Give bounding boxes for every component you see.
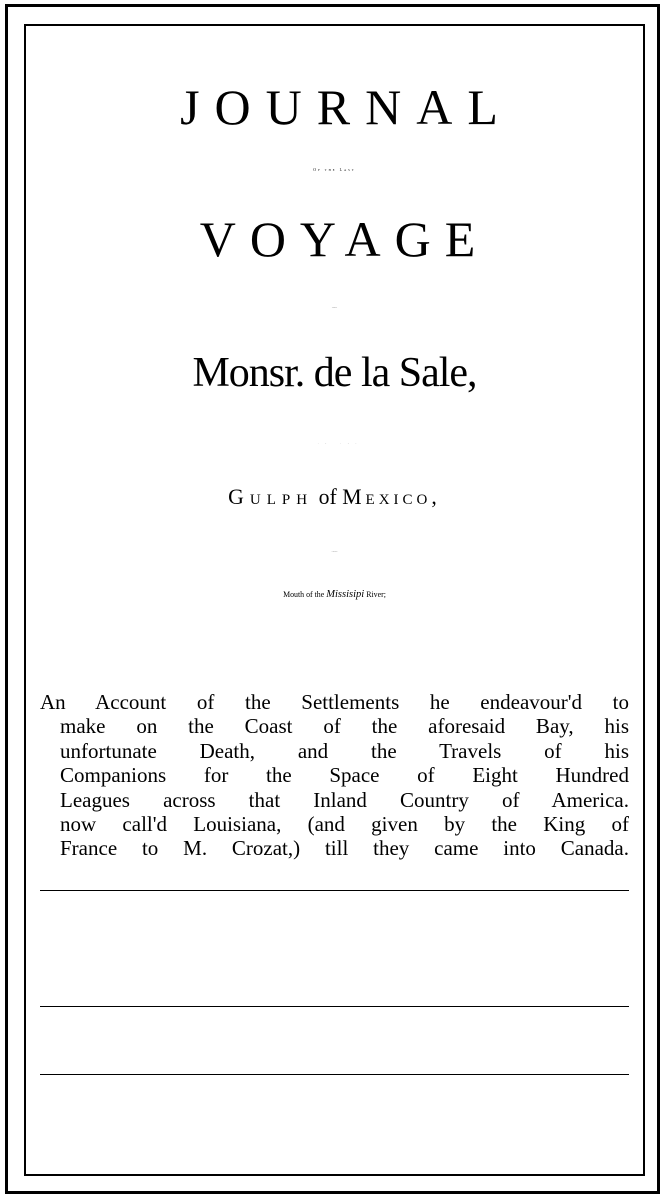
gulph-word: Gulph [228, 485, 314, 509]
title-gulph [0, 486, 669, 509]
title-to-find: To find out the [331, 552, 338, 553]
account-row: France to M. Crozat,) till they came into Canada. [60, 836, 629, 861]
rule-1 [40, 890, 629, 891]
title-performd-by: Perform'd by [331, 308, 338, 309]
account-row: make on the Coast of the aforesaid Bay, his [60, 714, 629, 739]
missisipi-word: Missisipi [326, 589, 365, 600]
title-monsr: Monsr. de la Sale, [192, 350, 477, 396]
mexico-word: Mexico, [342, 485, 441, 509]
title-journal: JOURNAL [180, 79, 513, 135]
account-row: unfortunate Death, and the Travels of his [60, 738, 629, 763]
account-row: now call'd Louisiana, (and given by the King of [60, 812, 629, 837]
account-row: Leagues across that Inland Country of America. [60, 787, 629, 812]
rule-3 [40, 1074, 629, 1075]
mouth-of-the: Mouth of the [283, 590, 325, 599]
title-to-the: TO THE [317, 444, 364, 445]
of-word: of [318, 485, 337, 509]
river-word: River; [366, 590, 386, 599]
title-voyage: VOYAGE [199, 211, 490, 267]
account-row: An Account of the Settlements he endeavour'd to [40, 690, 629, 714]
rule-2 [40, 1006, 629, 1007]
of-the-last-text: Of the Last [313, 167, 356, 172]
account-row: Companions for the Space of Eight Hundred [60, 763, 629, 788]
account-paragraph [40, 690, 629, 861]
title-mouth [0, 590, 669, 601]
title-of-the-last [0, 168, 669, 172]
